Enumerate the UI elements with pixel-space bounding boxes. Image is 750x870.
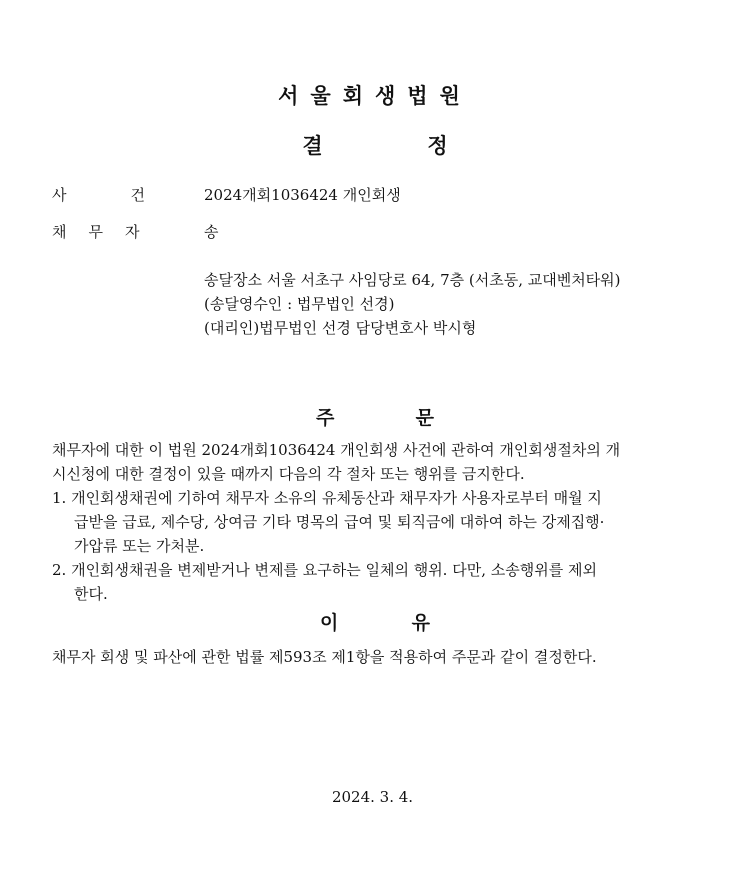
- order-heading-char-2: 문: [415, 407, 434, 429]
- order-item-1-line-3: 가압류 또는 가처분.: [74, 537, 205, 555]
- debtor-name: 송: [204, 223, 219, 241]
- reason-heading: [0, 608, 750, 635]
- service-address: 송달장소 서울 서초구 사임당로 64, 7층 (서초동, 교대벤처타워): [204, 271, 621, 289]
- order-item-1-line-2: 급받을 급료, 제수당, 상여금 기타 명목의 급여 및 퇴직금에 대하여 하는 강제집행·: [74, 513, 605, 531]
- order-intro-line-1: 채무자에 대한 이 법원 2024개회1036424 개인회생 사건에 관하여 개인회생절차의 개: [52, 441, 621, 459]
- order-item-2-line-1: 2. 개인회생채권을 변제받거나 변제를 요구하는 일체의 행위. 다만, 소송행위를 제외: [52, 561, 597, 579]
- decision-date: 2024. 3. 4.: [331, 788, 414, 806]
- debtor-label: 채 무 자: [52, 223, 140, 241]
- reason-text: 채무자 회생 및 파산에 관한 법률 제593조 제1항을 적용하여 주문과 같이 결정한다.: [52, 648, 597, 666]
- case-number: 2024개회1036424 개인회생: [204, 186, 401, 204]
- court-name: 서울회생법원: [278, 84, 472, 108]
- document-type-char-1: 결: [302, 134, 323, 158]
- order-heading-char-1: 주: [316, 407, 335, 429]
- service-recipient: (송달영수인 : 법무법인 선경): [204, 295, 395, 313]
- document-type-char-2: 정: [427, 134, 448, 158]
- case-label: 사 건: [52, 186, 145, 204]
- order-heading: [0, 403, 750, 430]
- reason-heading-char-1: 이: [320, 612, 339, 634]
- legal-agent: (대리인)법무법인 선경 담당변호사 박시형: [204, 319, 477, 337]
- order-item-2-line-2: 한다.: [74, 585, 108, 603]
- document-type-title: [0, 130, 750, 160]
- reason-heading-char-2: 유: [411, 612, 430, 634]
- order-intro-line-2: 시신청에 대한 결정이 있을 때까지 다음의 각 절차 또는 행위를 금지한다.: [52, 465, 525, 483]
- order-item-1-line-1: 1. 개인회생채권에 기하여 채무자 소유의 유체동산과 채무자가 사용자로부터 매월 지: [52, 489, 602, 507]
